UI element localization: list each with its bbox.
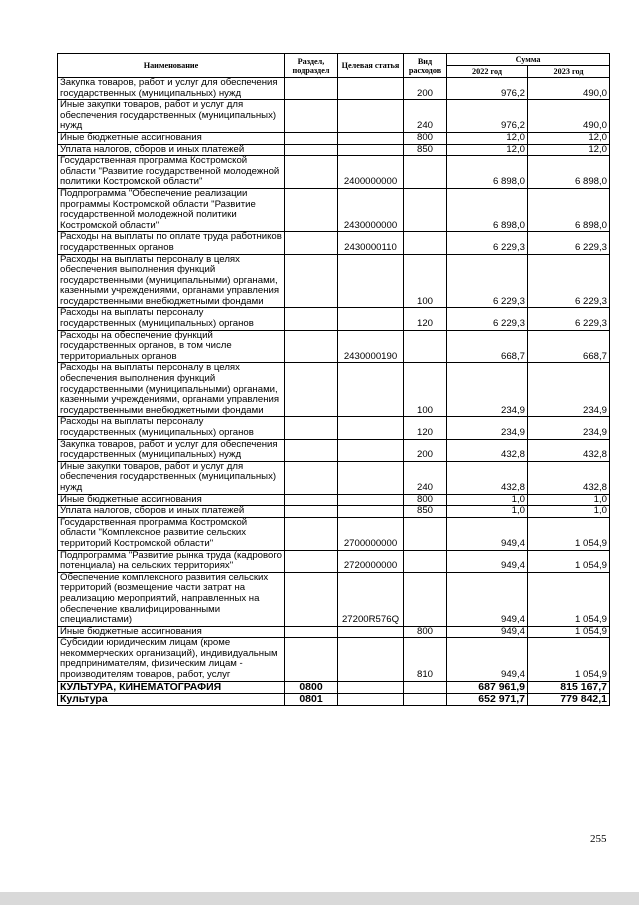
cell-2023: 1 054,9 bbox=[528, 550, 610, 572]
cell-name: Иные бюджетные ассигнования bbox=[58, 132, 285, 144]
cell-section bbox=[285, 156, 338, 189]
cell-type bbox=[404, 330, 447, 363]
cell-2022: 687 961,9 bbox=[447, 681, 528, 693]
cell-2023: 1 054,9 bbox=[528, 572, 610, 626]
cell-name: Иные закупки товаров, работ и услуг для обеспечения государственных (муниципальных) нужд bbox=[58, 461, 285, 494]
cell-name: Расходы на выплаты персоналу государственных (муниципальных) органов bbox=[58, 417, 285, 439]
header-target: Целевая статья bbox=[338, 54, 404, 78]
cell-type bbox=[404, 156, 447, 189]
table-row bbox=[58, 232, 610, 254]
table-row bbox=[58, 638, 610, 681]
table-row bbox=[58, 188, 610, 231]
cell-section bbox=[285, 100, 338, 133]
cell-2023: 234,9 bbox=[528, 363, 610, 417]
cell-target bbox=[338, 132, 404, 144]
cell-type bbox=[404, 232, 447, 254]
cell-type bbox=[404, 517, 447, 550]
cell-section bbox=[285, 144, 338, 156]
cell-type: 240 bbox=[404, 461, 447, 494]
cell-2022: 949,4 bbox=[447, 626, 528, 638]
cell-2023: 432,8 bbox=[528, 439, 610, 461]
cell-2023: 490,0 bbox=[528, 100, 610, 133]
cell-type: 120 bbox=[404, 308, 447, 330]
table-row bbox=[58, 100, 610, 133]
cell-section bbox=[285, 494, 338, 506]
header-section: Раздел, подраздел bbox=[285, 54, 338, 78]
cell-section: 0800 bbox=[285, 681, 338, 693]
cell-section bbox=[285, 461, 338, 494]
cell-section bbox=[285, 188, 338, 231]
cell-target bbox=[338, 78, 404, 100]
cell-name: Субсидии юридическим лицам (кроме некоммерческих организаций), индивидуальным предпринимателям, физическим лицам - производителям товаров, работ, услуг bbox=[58, 638, 285, 681]
cell-target bbox=[338, 144, 404, 156]
cell-2022: 652 971,7 bbox=[447, 693, 528, 705]
table-row bbox=[58, 144, 610, 156]
table-row bbox=[58, 494, 610, 506]
cell-2022: 949,4 bbox=[447, 517, 528, 550]
cell-target: 2400000000 bbox=[338, 156, 404, 189]
cell-2022: 976,2 bbox=[447, 100, 528, 133]
cell-2023: 1,0 bbox=[528, 506, 610, 518]
cell-2023: 490,0 bbox=[528, 78, 610, 100]
table-row bbox=[58, 550, 610, 572]
cell-name: Государственная программа Костромской области "Развитие государственной молодежной политики Костромской области" bbox=[58, 156, 285, 189]
cell-2022: 949,4 bbox=[447, 550, 528, 572]
cell-name: Расходы на выплаты персоналу государственных (муниципальных) органов bbox=[58, 308, 285, 330]
cell-2022: 6 229,3 bbox=[447, 308, 528, 330]
cell-2023: 1,0 bbox=[528, 494, 610, 506]
cell-target: 2700000000 bbox=[338, 517, 404, 550]
cell-section bbox=[285, 517, 338, 550]
cell-2022: 949,4 bbox=[447, 572, 528, 626]
cell-type: 810 bbox=[404, 638, 447, 681]
cell-target bbox=[338, 693, 404, 705]
table-row bbox=[58, 517, 610, 550]
cell-section bbox=[285, 254, 338, 308]
table-row bbox=[58, 681, 610, 693]
table-header-row bbox=[58, 54, 610, 66]
cell-type: 800 bbox=[404, 626, 447, 638]
cell-target bbox=[338, 308, 404, 330]
cell-2023: 432,8 bbox=[528, 461, 610, 494]
header-name: Наименование bbox=[58, 54, 285, 78]
cell-name: Иные бюджетные ассигнования bbox=[58, 494, 285, 506]
cell-target bbox=[338, 461, 404, 494]
cell-type bbox=[404, 550, 447, 572]
cell-section bbox=[285, 506, 338, 518]
cell-name: Культура bbox=[58, 693, 285, 705]
cell-2023: 6 898,0 bbox=[528, 188, 610, 231]
cell-section bbox=[285, 330, 338, 363]
cell-2022: 12,0 bbox=[447, 144, 528, 156]
table-row bbox=[58, 506, 610, 518]
cell-target bbox=[338, 439, 404, 461]
cell-name: Подпрограмма "Развитие рынка труда (кадрового потенциала) на сельских территориях" bbox=[58, 550, 285, 572]
cell-2022: 1,0 bbox=[447, 506, 528, 518]
cell-2023: 779 842,1 bbox=[528, 693, 610, 705]
header-2022: 2022 год bbox=[447, 66, 528, 78]
table-row bbox=[58, 439, 610, 461]
cell-type: 120 bbox=[404, 417, 447, 439]
table-row bbox=[58, 461, 610, 494]
cell-2023: 668,7 bbox=[528, 330, 610, 363]
table-row bbox=[58, 693, 610, 705]
table-body bbox=[58, 78, 610, 706]
table-row bbox=[58, 132, 610, 144]
cell-target: 2430000000 bbox=[338, 188, 404, 231]
table-row bbox=[58, 572, 610, 626]
cell-target: 2430000190 bbox=[338, 330, 404, 363]
cell-2023: 6 229,3 bbox=[528, 232, 610, 254]
cell-type: 240 bbox=[404, 100, 447, 133]
cell-name: Расходы на выплаты персоналу в целях обеспечения выполнения функций государственными (муниципальными) органами, казенными учреждениями, органами управления государственными внебюджетными фондами bbox=[58, 254, 285, 308]
cell-target bbox=[338, 681, 404, 693]
cell-name: Закупка товаров, работ и услуг для обеспечения государственных (муниципальных) нужд bbox=[58, 439, 285, 461]
page-number: 255 bbox=[590, 833, 607, 845]
cell-2023: 6 229,3 bbox=[528, 308, 610, 330]
header-sum: Сумма bbox=[447, 54, 610, 66]
cell-name: Расходы на выплаты по оплате труда работников государственных органов bbox=[58, 232, 285, 254]
cell-type bbox=[404, 681, 447, 693]
cell-2022: 12,0 bbox=[447, 132, 528, 144]
cell-type bbox=[404, 693, 447, 705]
cell-target: 2430000110 bbox=[338, 232, 404, 254]
cell-2022: 6 229,3 bbox=[447, 254, 528, 308]
table-row bbox=[58, 417, 610, 439]
cell-section bbox=[285, 78, 338, 100]
cell-2023: 6 229,3 bbox=[528, 254, 610, 308]
cell-name: Расходы на обеспечение функций государственных органов, в том числе территориальных органов bbox=[58, 330, 285, 363]
cell-name: Закупка товаров, работ и услуг для обеспечения государственных (муниципальных) нужд bbox=[58, 78, 285, 100]
cell-2022: 432,8 bbox=[447, 439, 528, 461]
cell-name: Иные бюджетные ассигнования bbox=[58, 626, 285, 638]
cell-2022: 6 898,0 bbox=[447, 188, 528, 231]
cell-type: 800 bbox=[404, 494, 447, 506]
cell-target bbox=[338, 254, 404, 308]
cell-name: Расходы на выплаты персоналу в целях обеспечения выполнения функций государственными (муниципальными) органами, казенными учреждениями, органами управления государственными внебюджетными фондами bbox=[58, 363, 285, 417]
cell-type: 850 bbox=[404, 506, 447, 518]
cell-section bbox=[285, 572, 338, 626]
cell-name: Иные закупки товаров, работ и услуг для обеспечения государственных (муниципальных) нужд bbox=[58, 100, 285, 133]
cell-type bbox=[404, 572, 447, 626]
cell-section bbox=[285, 132, 338, 144]
table-row bbox=[58, 330, 610, 363]
cell-section bbox=[285, 550, 338, 572]
cell-target bbox=[338, 506, 404, 518]
cell-2023: 6 898,0 bbox=[528, 156, 610, 189]
cell-2022: 976,2 bbox=[447, 78, 528, 100]
cell-2022: 432,8 bbox=[447, 461, 528, 494]
cell-2022: 6 898,0 bbox=[447, 156, 528, 189]
cell-name: Обеспечение комплексного развития сельских территорий (возмещение части затрат на реализацию мероприятий, направленных на обеспечение квалифицированными специалистами) bbox=[58, 572, 285, 626]
cell-type: 100 bbox=[404, 254, 447, 308]
table-row bbox=[58, 156, 610, 189]
cell-target bbox=[338, 417, 404, 439]
table-row bbox=[58, 78, 610, 100]
cell-section bbox=[285, 363, 338, 417]
cell-type bbox=[404, 188, 447, 231]
cell-target bbox=[338, 638, 404, 681]
cell-target: 27200R576Q bbox=[338, 572, 404, 626]
cell-name: Уплата налогов, сборов и иных платежей bbox=[58, 506, 285, 518]
table-row bbox=[58, 308, 610, 330]
cell-section bbox=[285, 626, 338, 638]
cell-section bbox=[285, 232, 338, 254]
cell-name: Государственная программа Костромской области "Комплексное развитие сельских территорий Костромской области" bbox=[58, 517, 285, 550]
cell-2022: 234,9 bbox=[447, 363, 528, 417]
cell-target bbox=[338, 363, 404, 417]
cell-type: 200 bbox=[404, 439, 447, 461]
cell-name: КУЛЬТУРА, КИНЕМАТОГРАФИЯ bbox=[58, 681, 285, 693]
cell-2023: 1 054,9 bbox=[528, 517, 610, 550]
cell-2023: 1 054,9 bbox=[528, 626, 610, 638]
cell-type: 800 bbox=[404, 132, 447, 144]
cell-target bbox=[338, 100, 404, 133]
cell-section bbox=[285, 308, 338, 330]
budget-table bbox=[57, 53, 610, 706]
cell-2023: 815 167,7 bbox=[528, 681, 610, 693]
cell-2023: 234,9 bbox=[528, 417, 610, 439]
cell-target: 2720000000 bbox=[338, 550, 404, 572]
cell-section bbox=[285, 638, 338, 681]
header-type: Вид расходов bbox=[404, 54, 447, 78]
cell-name: Уплата налогов, сборов и иных платежей bbox=[58, 144, 285, 156]
cell-section bbox=[285, 439, 338, 461]
cell-2023: 12,0 bbox=[528, 132, 610, 144]
table-row bbox=[58, 626, 610, 638]
cell-2022: 668,7 bbox=[447, 330, 528, 363]
cell-section: 0801 bbox=[285, 693, 338, 705]
cell-2023: 1 054,9 bbox=[528, 638, 610, 681]
cell-type: 200 bbox=[404, 78, 447, 100]
cell-2022: 949,4 bbox=[447, 638, 528, 681]
cell-target bbox=[338, 494, 404, 506]
table-row bbox=[58, 254, 610, 308]
cell-type: 100 bbox=[404, 363, 447, 417]
cell-2022: 1,0 bbox=[447, 494, 528, 506]
cell-section bbox=[285, 417, 338, 439]
cell-type: 850 bbox=[404, 144, 447, 156]
cell-name: Подпрограмма "Обеспечение реализации программы Костромской области "Развитие государственной молодежной политики Костромской области" bbox=[58, 188, 285, 231]
scan-bottom-edge bbox=[0, 892, 639, 905]
cell-2022: 6 229,3 bbox=[447, 232, 528, 254]
cell-2023: 12,0 bbox=[528, 144, 610, 156]
cell-2022: 234,9 bbox=[447, 417, 528, 439]
cell-target bbox=[338, 626, 404, 638]
header-2023: 2023 год bbox=[528, 66, 610, 78]
table-row bbox=[58, 363, 610, 417]
